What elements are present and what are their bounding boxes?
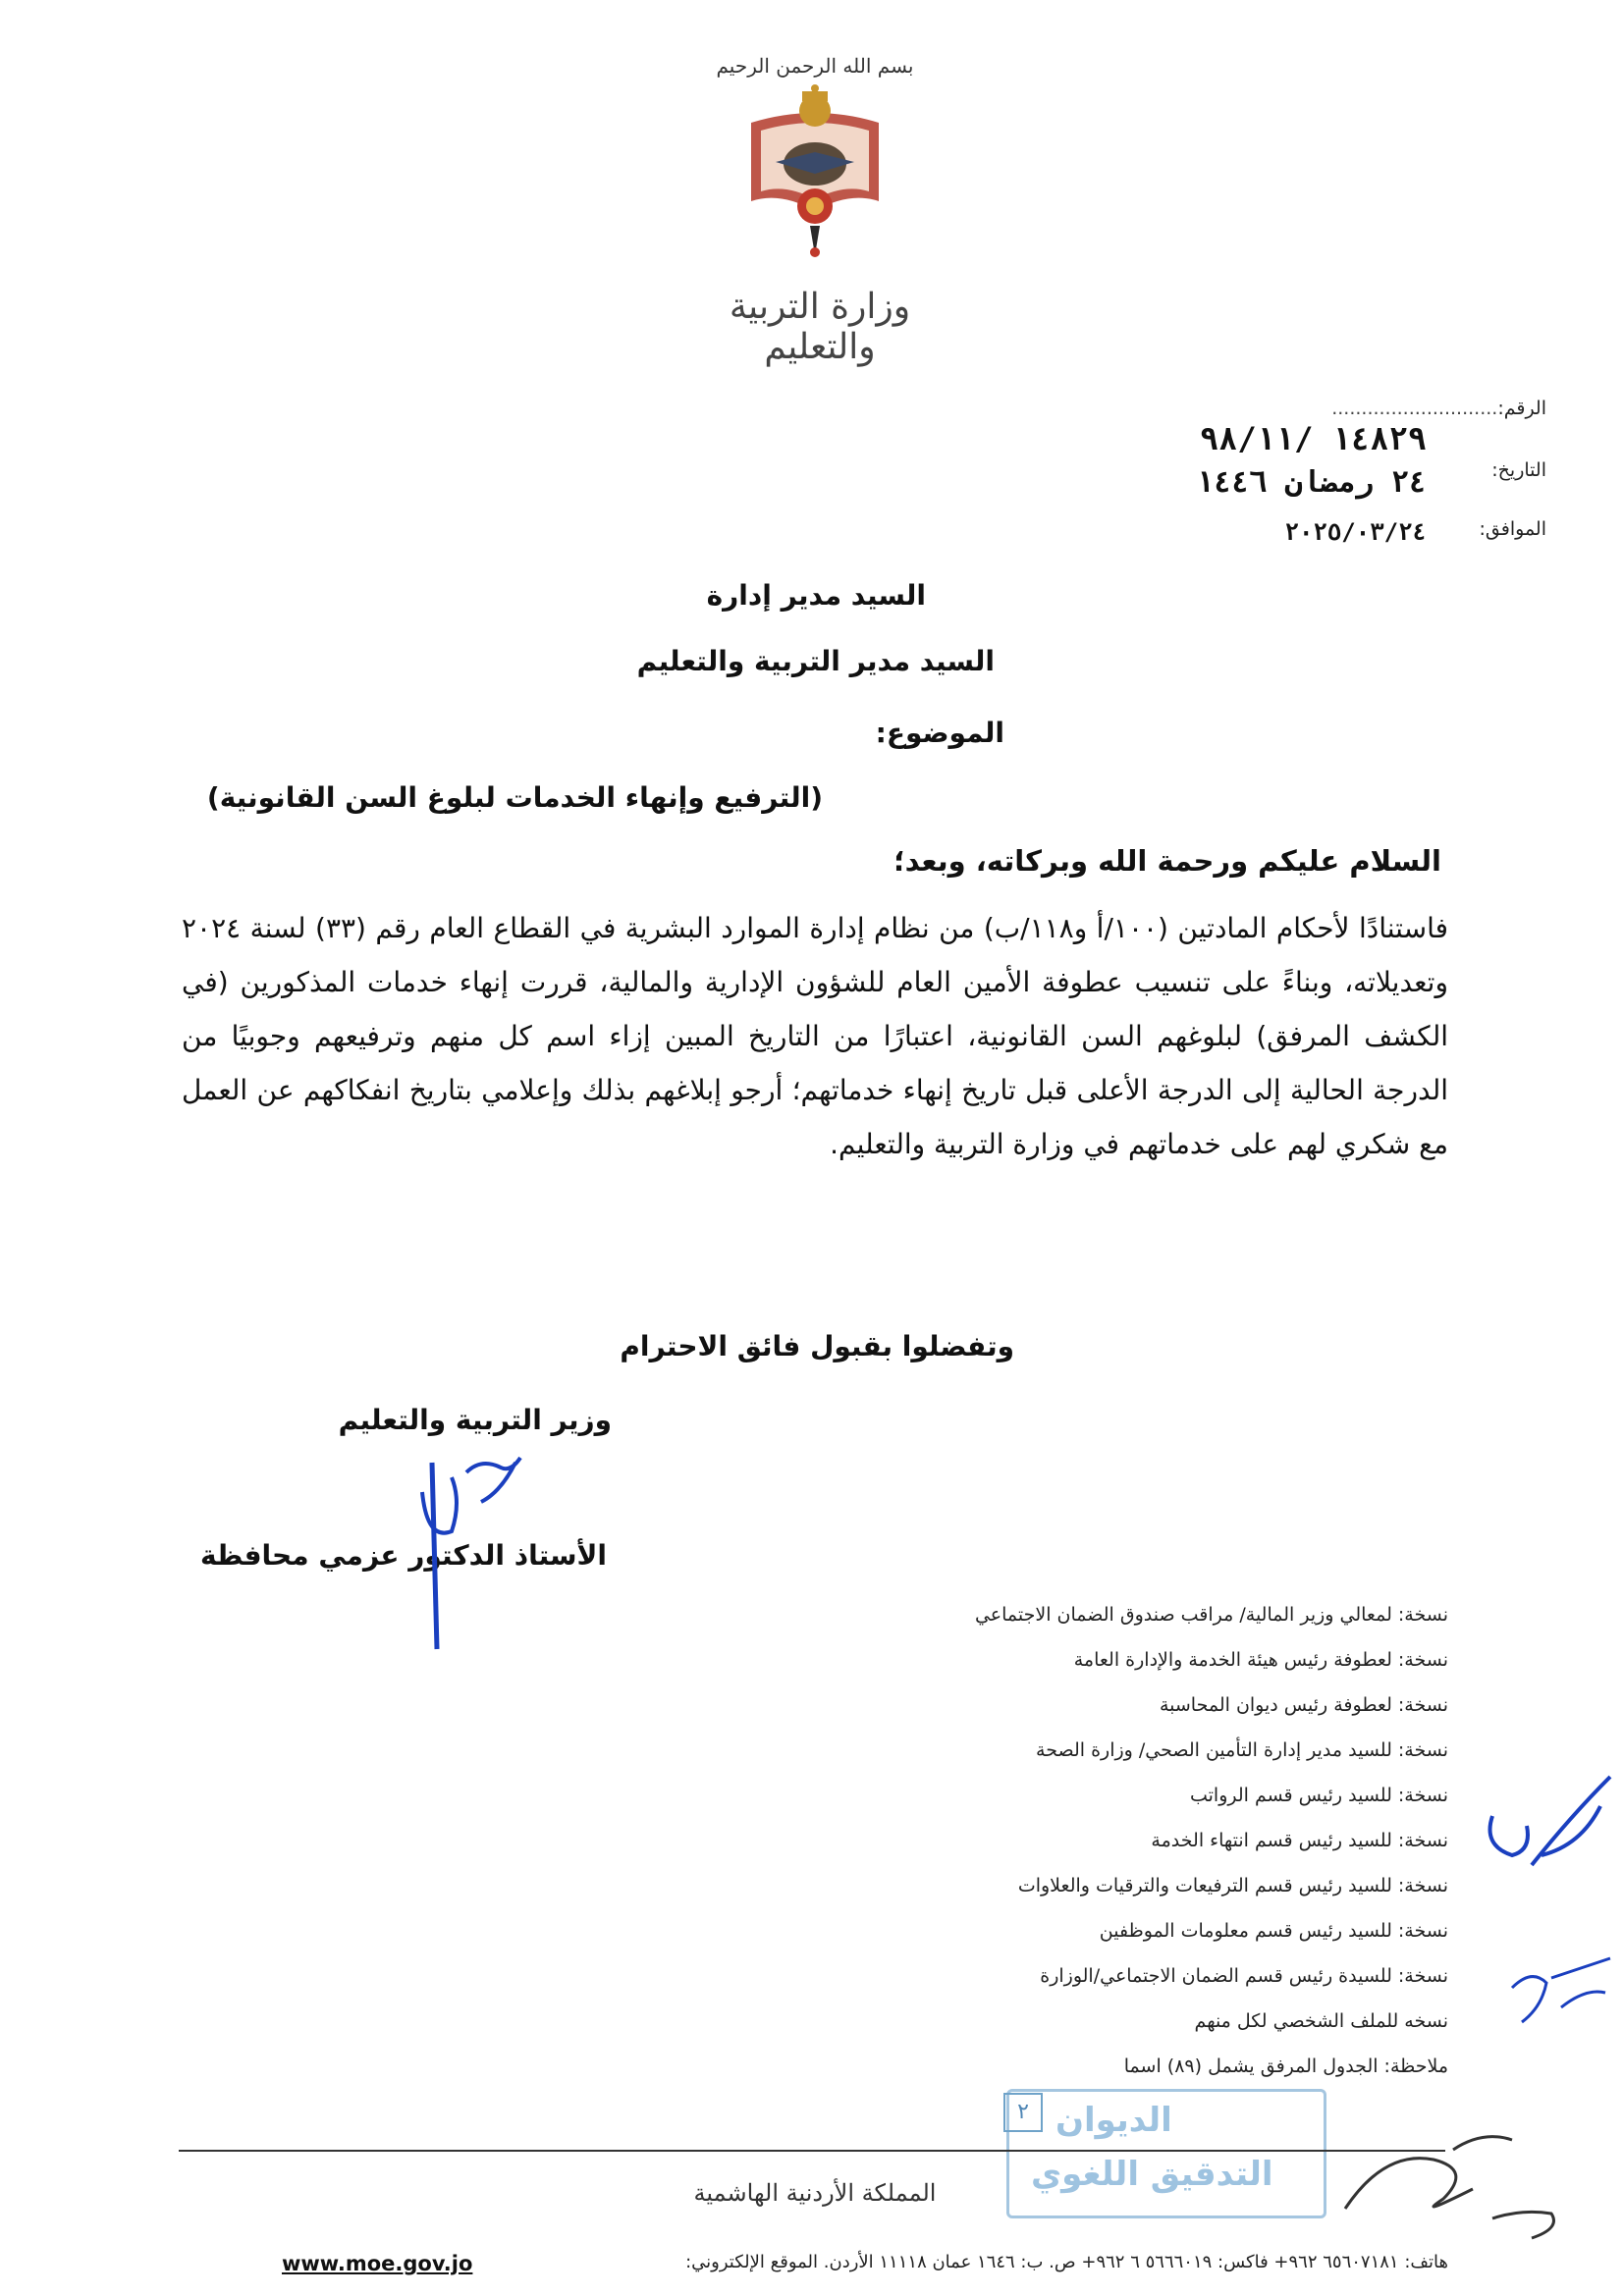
coat-of-arms-icon <box>731 83 898 260</box>
bismillah-header: بسم الله الرحمن الرحيم <box>716 54 914 78</box>
copy-item: نسخة: للسيد رئيس قسم انتهاء الخدمة <box>1151 1830 1448 1851</box>
ministry-logo-text: وزارة التربية والتعليم <box>729 287 911 367</box>
copy-item: نسخة: للسيدة رئيس قسم الضمان الاجتماعي/الوزارة <box>1040 1965 1448 1987</box>
copy-item: نسخة: لعطوفة رئيس ديوان المحاسبة <box>1159 1694 1448 1716</box>
stamp-number: ٢ <box>1003 2093 1043 2132</box>
website-link[interactable]: www.moe.gov.jo <box>282 2252 473 2275</box>
copy-item: نسخة: للسيد مدير إدارة التأمين الصحي/ وزارة الصحة <box>1036 1739 1448 1761</box>
reference-equivalent-value: ٢٠٢٥/٠٣/٢٤ <box>1284 518 1427 546</box>
footer-contact: هاتف: ٦٥٦٠٧١٨١ ٩٦٢+ فاكس: ٥٦٦٦٠١٩ ٦ ٩٦٢+ ص. ب: ١٦٤٦ عمان ١١١١٨ الأردن. الموقع الإلكتروني: <box>685 2252 1448 2272</box>
closing-line: وتفضلوا بقبول فائق الاحترام <box>620 1330 1014 1362</box>
footer-kingdom: المملكة الأردنية الهاشمية <box>693 2179 937 2207</box>
copy-item: نسخة: للسيد رئيس قسم الرواتب <box>1189 1785 1448 1806</box>
reference-date-value: ٢٤ رمضان ١٤٤٦ <box>1196 465 1427 500</box>
stamp-line-2: التدقيق اللغوي <box>1031 2155 1273 2194</box>
copy-item: نسخة: للسيد رئيس قسم الترفيعات والترقيات والعلاوات <box>1017 1875 1448 1896</box>
copy-item: نسخه للملف الشخصي لكل منهم <box>1194 2010 1448 2032</box>
addressee-2: السيد مدير التربية والتعليم <box>636 645 995 677</box>
subject-label: الموضوع: <box>875 717 1004 749</box>
reference-number-value: ١٤٨٢٩ /٩٨/١١ <box>1199 420 1427 457</box>
reference-date-label: التاريخ: <box>1491 459 1546 481</box>
copies-list <box>702 1592 1448 2089</box>
copy-item: نسخة: لعطوفة رئيس هيئة الخدمة والإدارة العامة <box>1073 1649 1448 1671</box>
reference-number-label: الرقم:............................ <box>1331 398 1546 419</box>
footer-divider <box>179 2150 1445 2152</box>
handwritten-initial-icon <box>1473 1757 1620 1895</box>
minister-name: الأستاذ الدكتور عزمي محافظة <box>199 1539 607 1572</box>
subject-text: (الترفيع وإنهاء الخدمات لبلوغ السن القانونية) <box>206 781 823 814</box>
handwritten-note-icon <box>1325 2091 1581 2248</box>
signature-mark-icon <box>393 1433 550 1659</box>
minister-title: وزير التربية والتعليم <box>338 1404 612 1436</box>
addressee-1: السيد مدير إدارة <box>706 579 926 612</box>
copy-note: ملاحظة: الجدول المرفق يشمل (٨٩) اسما <box>1123 2056 1448 2077</box>
greeting: السلام عليكم ورحمة الله وبركاته، وبعد؛ <box>893 844 1441 878</box>
copy-item: نسخة: لمعالي وزير المالية/ مراقب صندوق الضمان الاجتماعي <box>974 1604 1448 1626</box>
reference-equivalent-label: الموافق: <box>1479 518 1546 540</box>
copy-item: نسخة: للسيد رئيس قسم معلومات الموظفين <box>1099 1920 1448 1942</box>
stamp-line-1: الديوان <box>1055 2101 1172 2140</box>
handwritten-check-icon <box>1502 1949 1620 2047</box>
letter-body: فاستنادًا لأحكام المادتين (١٠٠/أ و١١٨/ب) من نظام إدارة الموارد البشرية في القطاع العام رقم (٣٣) لسنة ٢٠٢٤ وتعديلاته، وبناءً على تنسيب عطوفة الأمين العام للشؤون الإدارية والمالية، قررت إنهاء خدمات المذكورين (في الكشف المرفق) لبلوغهم السن القانونية، اعتبارًا من التاريخ المبين إزاء اسم كل منهم وترفيعهم وجوبيًا من الدرجة الحالية إلى الدرجة الأعلى قبل تاريخ إنهاء خدماتهم؛ أرجو إبلاغهم بذلك وإعلامي بتاريخ انفكاكهم عن العمل مع شكري لهم على خدماتهم في وزارة التربية والتعليم. <box>182 912 1448 1160</box>
